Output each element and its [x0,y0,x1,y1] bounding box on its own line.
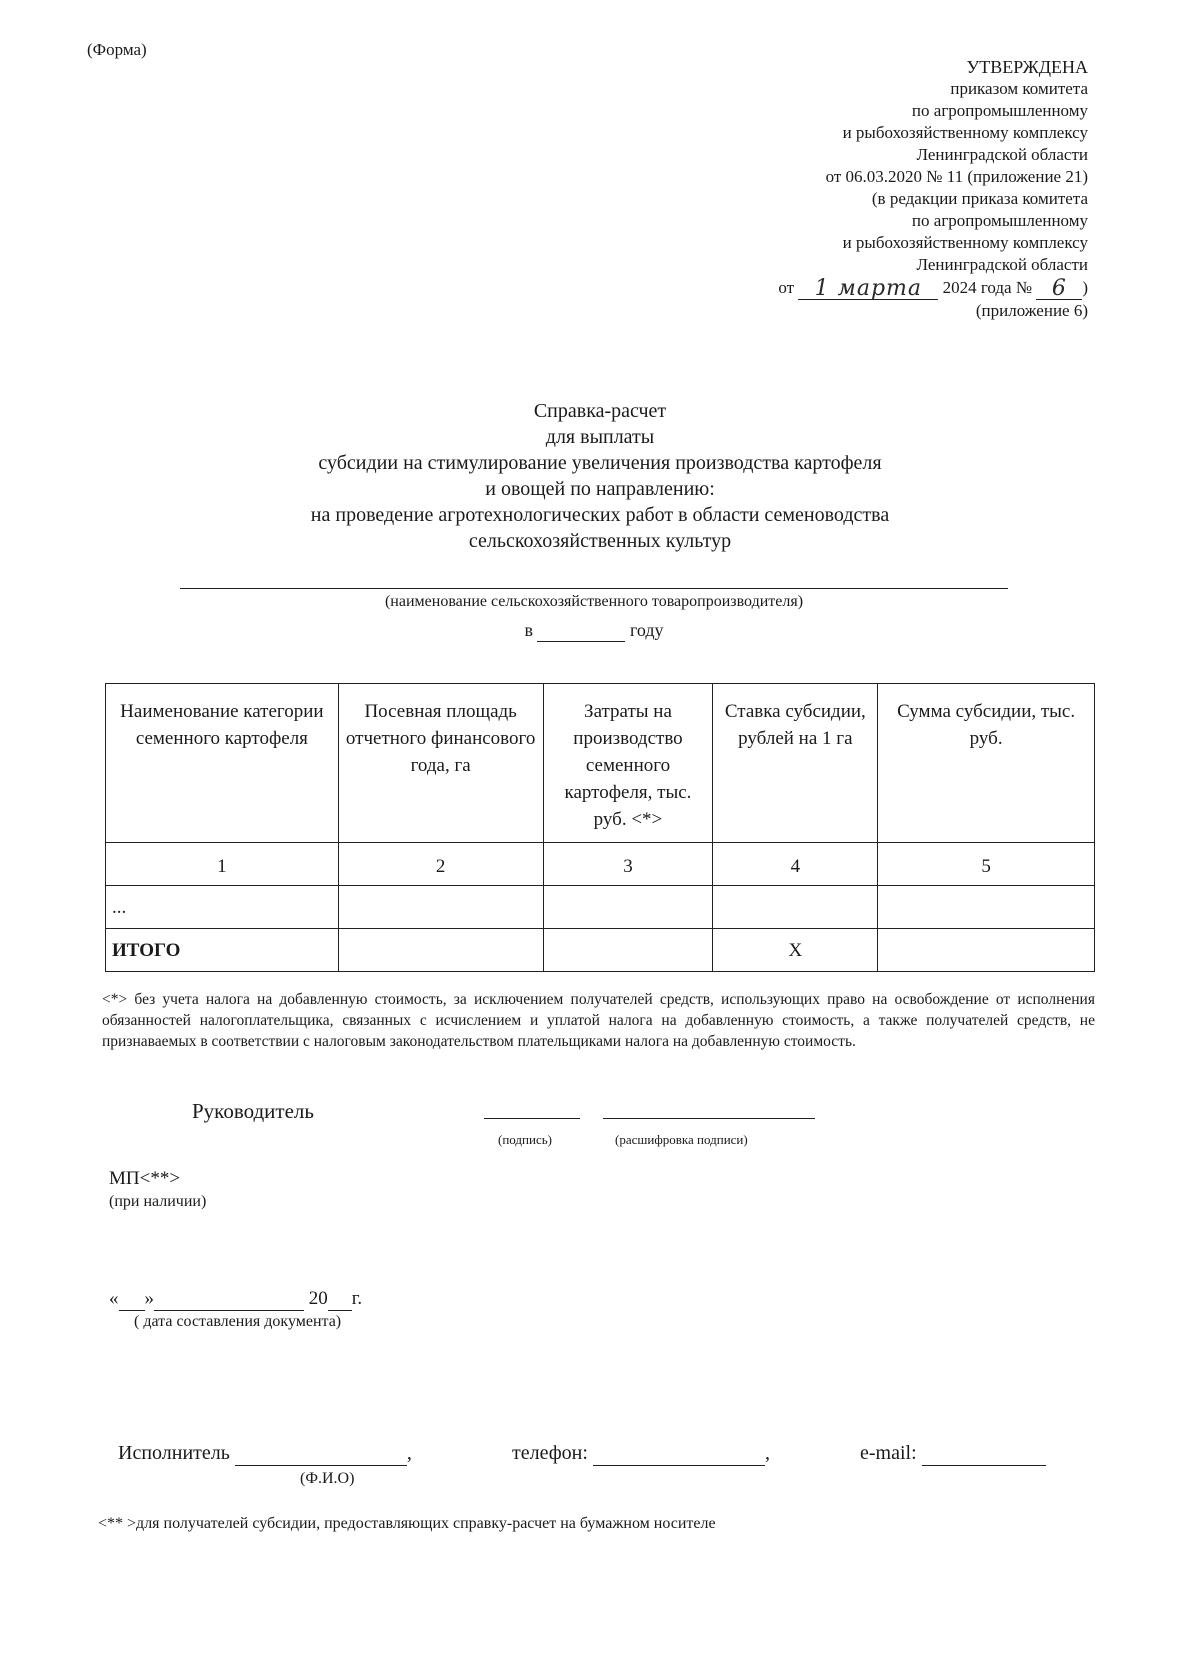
column-number: 3 [543,843,713,886]
close-paren: ) [1082,278,1088,297]
open-quote: « [109,1288,119,1309]
table-row [106,886,1095,929]
header-sum: Сумма субсидии, тыс. руб. [878,684,1095,843]
executor-line [118,1442,412,1466]
table-number-row [106,843,1095,886]
email-line [860,1442,1046,1466]
signature-decode-field[interactable] [603,1118,815,1119]
handwritten-number: 6 [1051,276,1067,301]
total-area-cell[interactable] [338,929,543,972]
approval-line: от 06.03.2020 № 11 (приложение 21) [825,167,1088,186]
table-cell[interactable] [878,886,1095,929]
fio-caption: (Ф.И.О) [300,1470,355,1487]
table-cell[interactable] [338,886,543,929]
form-label: (Форма) [87,40,147,59]
signature-caption: (подпись) [498,1132,552,1147]
subsidy-table [105,683,1095,972]
approval-line: по агропромышленному [911,211,1088,230]
title-line: для выплаты [545,426,655,448]
document-date-line [109,1288,362,1311]
producer-name-caption: (наименование сельскохозяйственного товаропроизводителя) [384,593,804,610]
approval-line: и рыбохозяйственному комплексу [842,233,1088,252]
phone-label: телефон: [512,1442,588,1464]
year-suffix: году [629,620,664,640]
handwritten-date-field [798,276,938,300]
table-header-row [106,684,1095,843]
table-total-row [106,929,1095,972]
footnote-vat: <*> без учета налога на добавленную стоимость, за исключением получателей средств, использующих право на освобождение от исполнения обязанностей налогоплательщика, связанных с исчислением и уплатой налога на добавленную стоимость, а также получателей средств, не признаваемых в соответствии с налоговым законодательством плательщиками налога на добавленную стоимость. [102,991,1095,1050]
phone-line [512,1442,770,1466]
stamp-note: (при наличии) [109,1193,207,1210]
year-line [180,620,1008,642]
date-prefix: от [778,278,795,297]
year-suffix-g: г. [351,1288,363,1309]
year-prefix-20: 20 [308,1288,328,1309]
table-cell[interactable] [543,886,713,929]
approval-line: Ленинградской области [916,145,1088,164]
close-quote: » [144,1288,154,1309]
year-field[interactable] [537,620,625,642]
date-caption: ( дата составления документа) [134,1313,342,1330]
approval-line: Ленинградской области [916,255,1088,274]
producer-name-field[interactable] [180,588,1008,589]
handwritten-date: 1 марта [814,276,923,301]
total-label: ИТОГО [106,929,339,972]
head-label: Руководитель [192,1099,314,1123]
day-field[interactable] [119,1288,145,1311]
approval-line: УТВЕРЖДЕНА [966,57,1088,77]
column-number: 1 [106,843,339,886]
title-line: на проведение агротехнологических работ в области семеноводства [310,504,890,526]
header-category: Наименование категории семенного картофеля [106,684,339,843]
table-cell[interactable] [713,886,878,929]
column-number: 2 [338,843,543,886]
total-sum-cell[interactable] [878,929,1095,972]
approval-line: (в редакции приказа комитета [871,189,1088,208]
signature-decode-caption: (расшифровка подписи) [615,1132,748,1147]
title-line: и овощей по направлению: [485,478,715,500]
executor-label: Исполнитель [118,1442,230,1464]
approval-date-line [568,276,1088,300]
email-field[interactable] [922,1442,1046,1466]
row-dots-cell: ... [106,886,339,929]
header-rate: Ставка субсидии, рублей на 1 га [713,684,878,843]
footnote-paper: <** >для получателей субсидии, предоставляющих справку-расчет на бумажном носителе [98,1515,716,1532]
title-line: сельскохозяйственных культур [468,530,732,552]
approval-block [568,56,1088,322]
title-line: Справка-расчет [533,400,667,422]
title-line: субсидии на стимулирование увеличения производства картофеля [318,452,882,474]
column-number: 4 [713,843,878,886]
approval-line: приказом комитета [950,79,1088,98]
stamp-label: МП<**> [109,1168,181,1189]
approval-line: и рыбохозяйственному комплексу [842,123,1088,142]
handwritten-number-field [1036,276,1082,300]
signature-field[interactable] [484,1118,580,1119]
month-field[interactable] [154,1288,304,1311]
total-rate-cell: X [713,929,878,972]
phone-field[interactable] [593,1442,765,1466]
year-prefix: в [524,620,533,640]
document-title [180,398,1020,554]
date-year-field[interactable] [328,1288,352,1311]
executor-comma: , [406,1442,412,1464]
header-area: Посевная площадь отчетного финансового года, га [338,684,543,843]
phone-comma: , [764,1442,770,1464]
approval-line: по агропромышленному [911,101,1088,120]
year-text: 2024 года № [942,278,1033,297]
approval-appendix: (приложение 6) [975,301,1088,320]
email-label: e-mail: [860,1442,917,1464]
header-costs: Затраты на производство семенного картофеля, тыс. руб. <*> [543,684,713,843]
executor-name-field[interactable] [235,1442,407,1466]
total-costs-cell[interactable] [543,929,713,972]
column-number: 5 [878,843,1095,886]
